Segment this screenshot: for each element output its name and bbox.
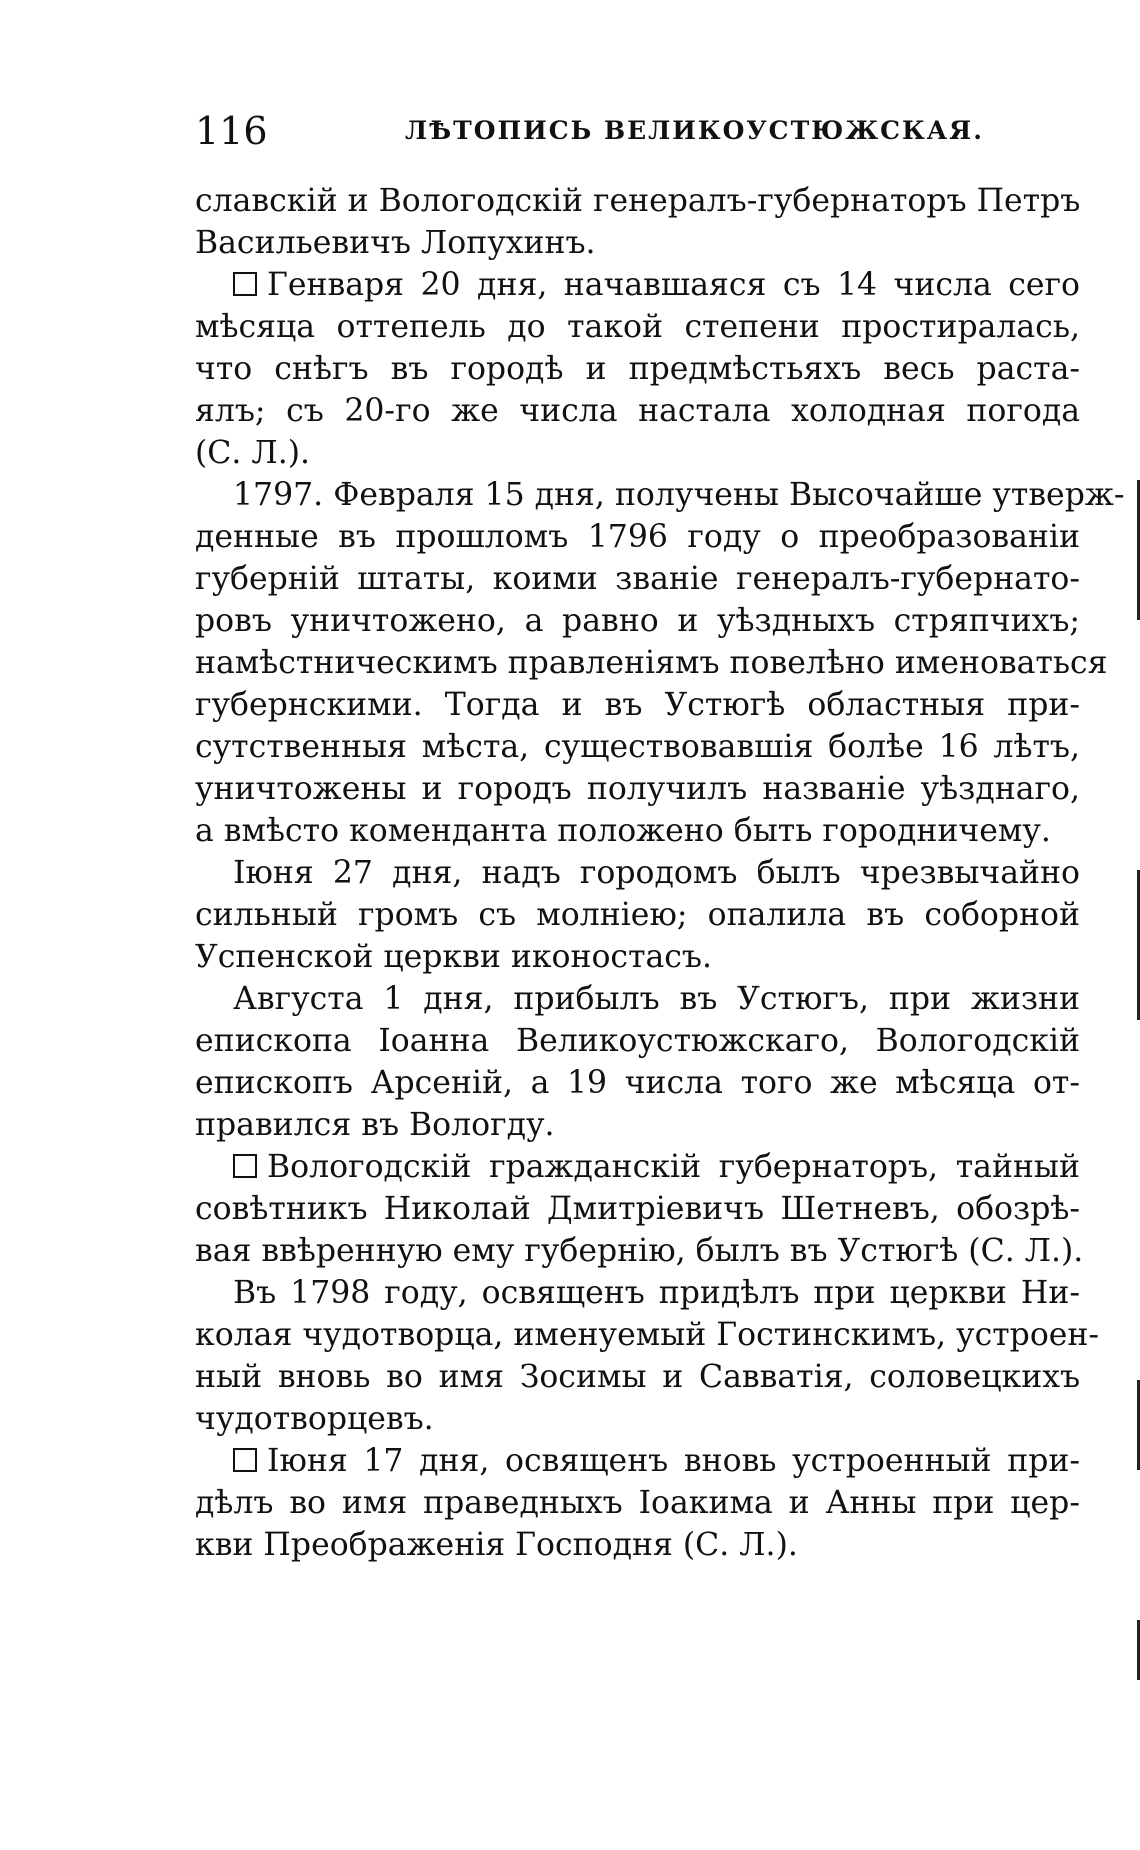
text-line: сутственныя мѣста, существовавшія болѣе 16 лѣтъ,	[195, 729, 1080, 765]
text-line: чудотворцевъ.	[195, 1401, 434, 1437]
page-number: 116	[195, 109, 268, 153]
text-line: Августа 1 дня, прибылъ въ Устюгъ, при жизни	[233, 981, 1080, 1017]
text-line: 1797. Февраля 15 дня, получены Высочайше утверж-	[233, 477, 1125, 513]
page-header	[195, 108, 1045, 154]
text-line: Успенской церкви иконостасъ.	[195, 939, 712, 975]
text-line: епископъ Арсеній, а 19 числа того же мѣсяца от-	[195, 1065, 1080, 1101]
square-marker-icon	[233, 272, 257, 296]
paragraph	[195, 1146, 1084, 1272]
text-line: славскій и Вологодскій генералъ-губернаторъ Петръ	[195, 183, 1081, 219]
text-line: Вологодскій гражданскій губернаторъ, тайный	[195, 1146, 1080, 1188]
text-line: Генваря 20 дня, начавшаяся съ 14 числа сего	[195, 264, 1080, 306]
text-line: ялъ; съ 20-го же числа настала холодная погода	[195, 393, 1080, 429]
text-line: колая чудотворца, именуемый Гостинскимъ, устроен-	[195, 1317, 1100, 1353]
text-line: кви Преображенія Господня (С. Л.).	[195, 1527, 798, 1563]
text-line: Въ 1798 году, освященъ придѣлъ при церкви Ни-	[233, 1275, 1080, 1311]
square-marker-icon	[233, 1448, 257, 1472]
text-line: намѣстническимъ правленіямъ повелѣно именоваться	[195, 645, 1108, 681]
text-line: мѣсяца оттепель до такой степени простиралась,	[195, 309, 1080, 345]
text-line: дѣлъ во имя праведныхъ Іоакима и Анны при цер-	[195, 1485, 1080, 1521]
text-line: Іюня 17 дня, освященъ вновь устроенный при-	[195, 1440, 1080, 1482]
paragraph	[195, 978, 1080, 1146]
paragraph	[195, 1272, 1100, 1440]
running-title: ЛѢТОПИСЬ ВЕЛИКОУСТЮЖСКАЯ.	[405, 116, 984, 145]
paragraph	[195, 474, 1125, 852]
text-line: что снѣгъ въ городѣ и предмѣстьяхъ весь растa-	[195, 351, 1080, 387]
text-line: Іюня 27 дня, надъ городомъ былъ чрезвычайно	[233, 855, 1080, 891]
text-line: а вмѣсто коменданта положено быть городничему.	[195, 813, 1051, 849]
text-line: правился въ Вологду.	[195, 1107, 555, 1143]
paragraph	[195, 1440, 1080, 1566]
text-line: ровъ уничтожено, а равно и уѣздныхъ стряпчихъ;	[195, 603, 1080, 639]
text-line: губерній штаты, коими званіе генералъ-губернато-	[195, 561, 1080, 597]
text-line: совѣтникъ Николай Дмитріевичъ Шетневъ, обозрѣ-	[195, 1191, 1080, 1227]
text-line: вая ввѣренную ему губернію, былъ въ Устюгѣ (С. Л.).	[195, 1233, 1084, 1269]
text-line: денные въ прошломъ 1796 году о преобразованіи	[195, 519, 1080, 555]
text-line: уничтожены и городъ получилъ названіе уѣзднаго,	[195, 771, 1080, 807]
text-line: губернскими. Тогда и въ Устюгѣ областныя при-	[195, 687, 1080, 723]
paragraph	[195, 852, 1080, 978]
text-line: (С. Л.).	[195, 435, 311, 471]
paragraph	[195, 180, 1080, 264]
text-line: Васильевичъ Лопухинъ.	[195, 225, 596, 261]
paragraph	[195, 264, 1080, 474]
body-text	[195, 180, 1125, 1566]
text-line: епископа Іоанна Великоустюжскаго, Вологодскій	[195, 1023, 1080, 1059]
text-line: сильный громъ съ молніею; опалила въ соборной	[195, 897, 1080, 933]
square-marker-icon	[233, 1154, 257, 1178]
text-line: ный вновь во имя Зосимы и Савватія, соловецкихъ	[195, 1359, 1080, 1395]
